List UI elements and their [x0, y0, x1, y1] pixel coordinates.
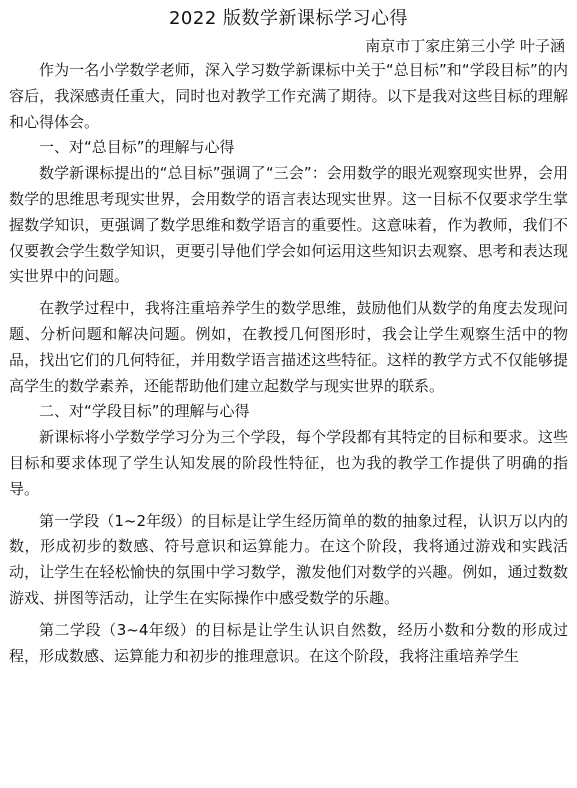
document-author: 南京市丁家庄第三小学 叶子涵	[365, 37, 565, 55]
document-title: 2022 版数学新课标学习心得	[168, 8, 409, 29]
section-1-heading: 一、对“总目标”的理解与心得	[39, 138, 235, 157]
intro-paragraph: 作为一名小学数学老师，深入学习数学新课标中关于“总目标”和“学段目标”的内容后，我深感责任重大，同时也对教学工作充满了期待。以下是我对这些目标的理解和心得体会。	[9, 61, 568, 131]
section-2-paragraph-3: 第二学段（3~4年级）的目标是让学生认识自然数，经历小数和分数的形成过程，形成数感、运算能力和初步的推理意识。在这个阶段，我将注重培养学生	[9, 620, 568, 665]
section-1-paragraph-2: 在教学过程中，我将注重培养学生的数学思维，鼓励他们从数学的角度去发现问题、分析问题和解决问题。例如，在教授几何图形时，我会让学生观察生活中的物品，找出它们的几何特征，并用数学语言描述这些特征。这样的教学方式不仅能够提高学生的数学素养，还能帮助他们建立起数学与现实世界的联系。	[9, 299, 568, 395]
section-1-paragraph-1: 数学新课标提出的“总目标”强调了“三会”：会用数学的眼光观察现实世界，会用数学的思维思考现实世界，会用数学的语言表达现实世界。这一目标不仅要求学生掌握数学知识，更强调了数学思维和数学语言的重要性。这意味着，作为教师，我们不仅要教会学生数学知识，更要引导他们学会如何运用这些知识去观察、思考和表达现实世界中的问题。	[9, 164, 568, 286]
section-2-paragraph-1: 新课标将小学数学学习分为三个学段，每个学段都有其特定的目标和要求。这些目标和要求体现了学生认知发展的阶段性特征，也为我的教学工作提供了明确的指导。	[9, 428, 568, 498]
section-2-heading: 二、对“学段目标”的理解与心得	[39, 402, 250, 421]
section-2-paragraph-2: 第一学段（1~2年级）的目标是让学生经历简单的数的抽象过程，认识万以内的数，形成初步的数感、符号意识和运算能力。在这个阶段，我将通过游戏和实践活动，让学生在轻松愉快的氛围中学习数学，激发他们对数学的兴趣。例如，通过数数游戏、拼图等活动，让学生在实际操作中感受数学的乐趣。	[9, 511, 568, 607]
